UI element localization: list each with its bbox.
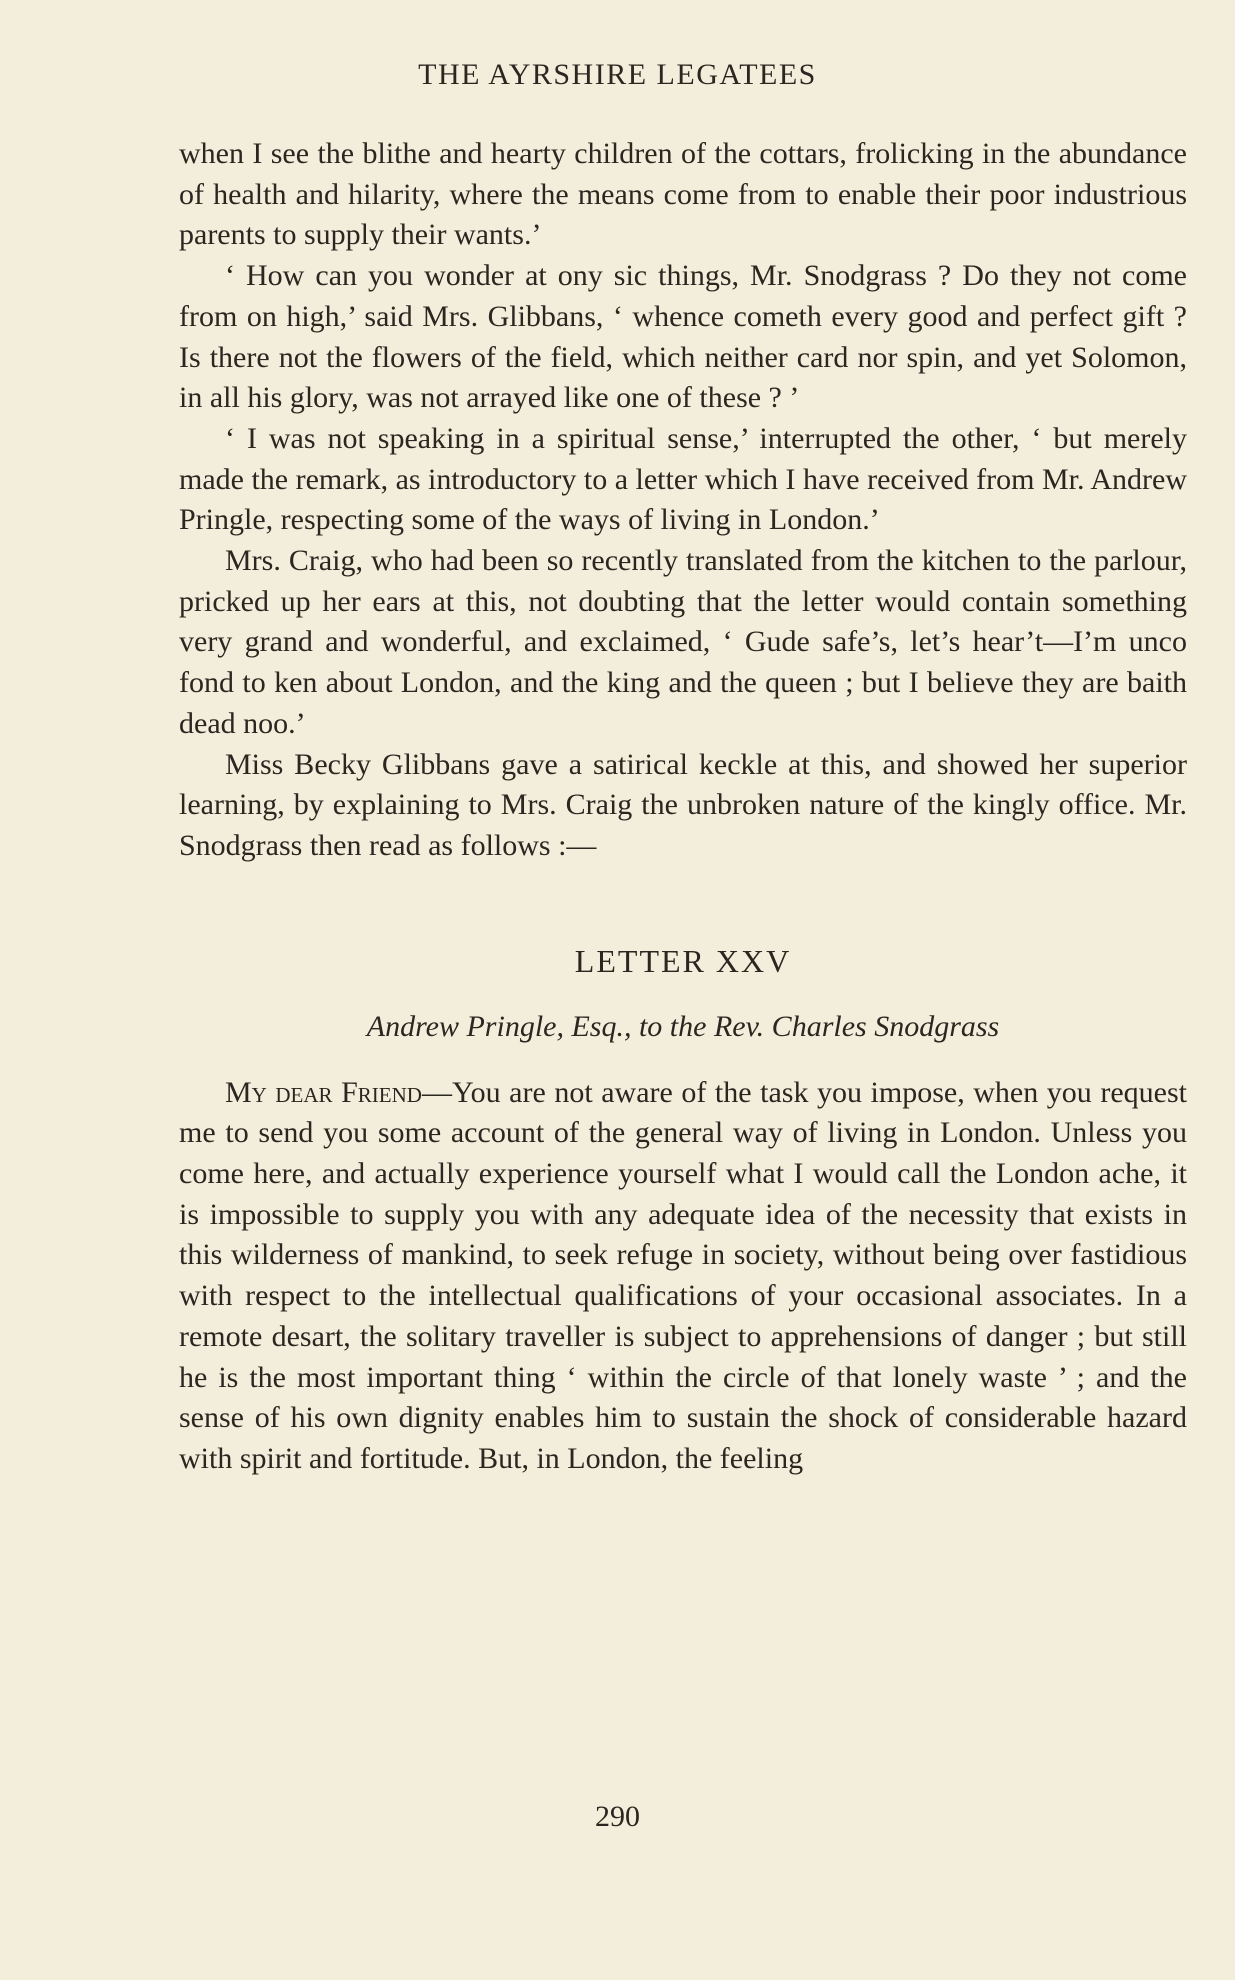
letter-subheading: Andrew Pringle, Esq., to the Rev. Charles Snodgrass: [366, 1009, 1000, 1043]
paragraph-continuation: when I see the blithe and hearty children of the cottars, frolicking in the abundance of health and hilarity, where the means come from to enable their poor industrious parents to supply their wants.’: [179, 137, 1187, 252]
letter-salutation: My dear Friend: [225, 1075, 422, 1109]
body-text: [179, 134, 1187, 1480]
letter-body-text: —You are not aware of the task you impose, when you request me to send you some account of the general way of living in London. Unless you come here, and actually experience yourself what I would call the London ache, it is impossible to supply you with any adequate idea of the necessity that exists in this wilderness of mankind, to seek refuge in society, without being over fastidious with respect to the intellectual qualifications of your occasional associates. In a remote desart, the solitary traveller is subject to apprehensions of danger ; but still he is the most important thing ‘ within the circle of that lonely waste ’ ; and the sense of his own dignity enables him to sustain the shock of considerable hazard with spirit and fortitude. But, in London, the feeling: [179, 1075, 1187, 1475]
page-number: 290: [595, 1800, 640, 1833]
paragraph: Mrs. Craig, who had been so recently translated from the kitchen to the parlour, pricked up her ears at this, not doubting that the letter would contain something very grand and wonderful, and exclaimed, ‘ Gude safe’s, let’s hear’t—I’m unco fond to ken about London, and the king and the queen ; but I believe they are baith dead noo.’: [179, 544, 1187, 740]
paragraph: ‘ How can you wonder at ony sic things, Mr. Snodgrass ? Do they not come from on high,’ said Mrs. Glibbans, ‘ whence cometh every good and perfect gift ? Is there not the flowers of the field, which neither card nor spin, and yet Solomon, in all his glory, was not arrayed like one of these ? ’: [179, 259, 1187, 415]
letter-body: [179, 1073, 1187, 1480]
letter-heading: LETTER XXV: [574, 942, 792, 979]
paragraph: Miss Becky Glibbans gave a satirical keckle at this, and showed her superior learning, by explaining to Mrs. Craig the unbroken nature of the kingly office. Mr. Snodgrass then read as follows :—: [179, 747, 1187, 862]
paragraph: ‘ I was not speaking in a spiritual sense,’ interrupted the other, ‘ but merely made the remark, as introductory to a letter which I have received from Mr. Andrew Pringle, respecting some of the ways of living in London.’: [179, 421, 1187, 537]
running-head: THE AYRSHIRE LEGATEES: [418, 58, 817, 91]
